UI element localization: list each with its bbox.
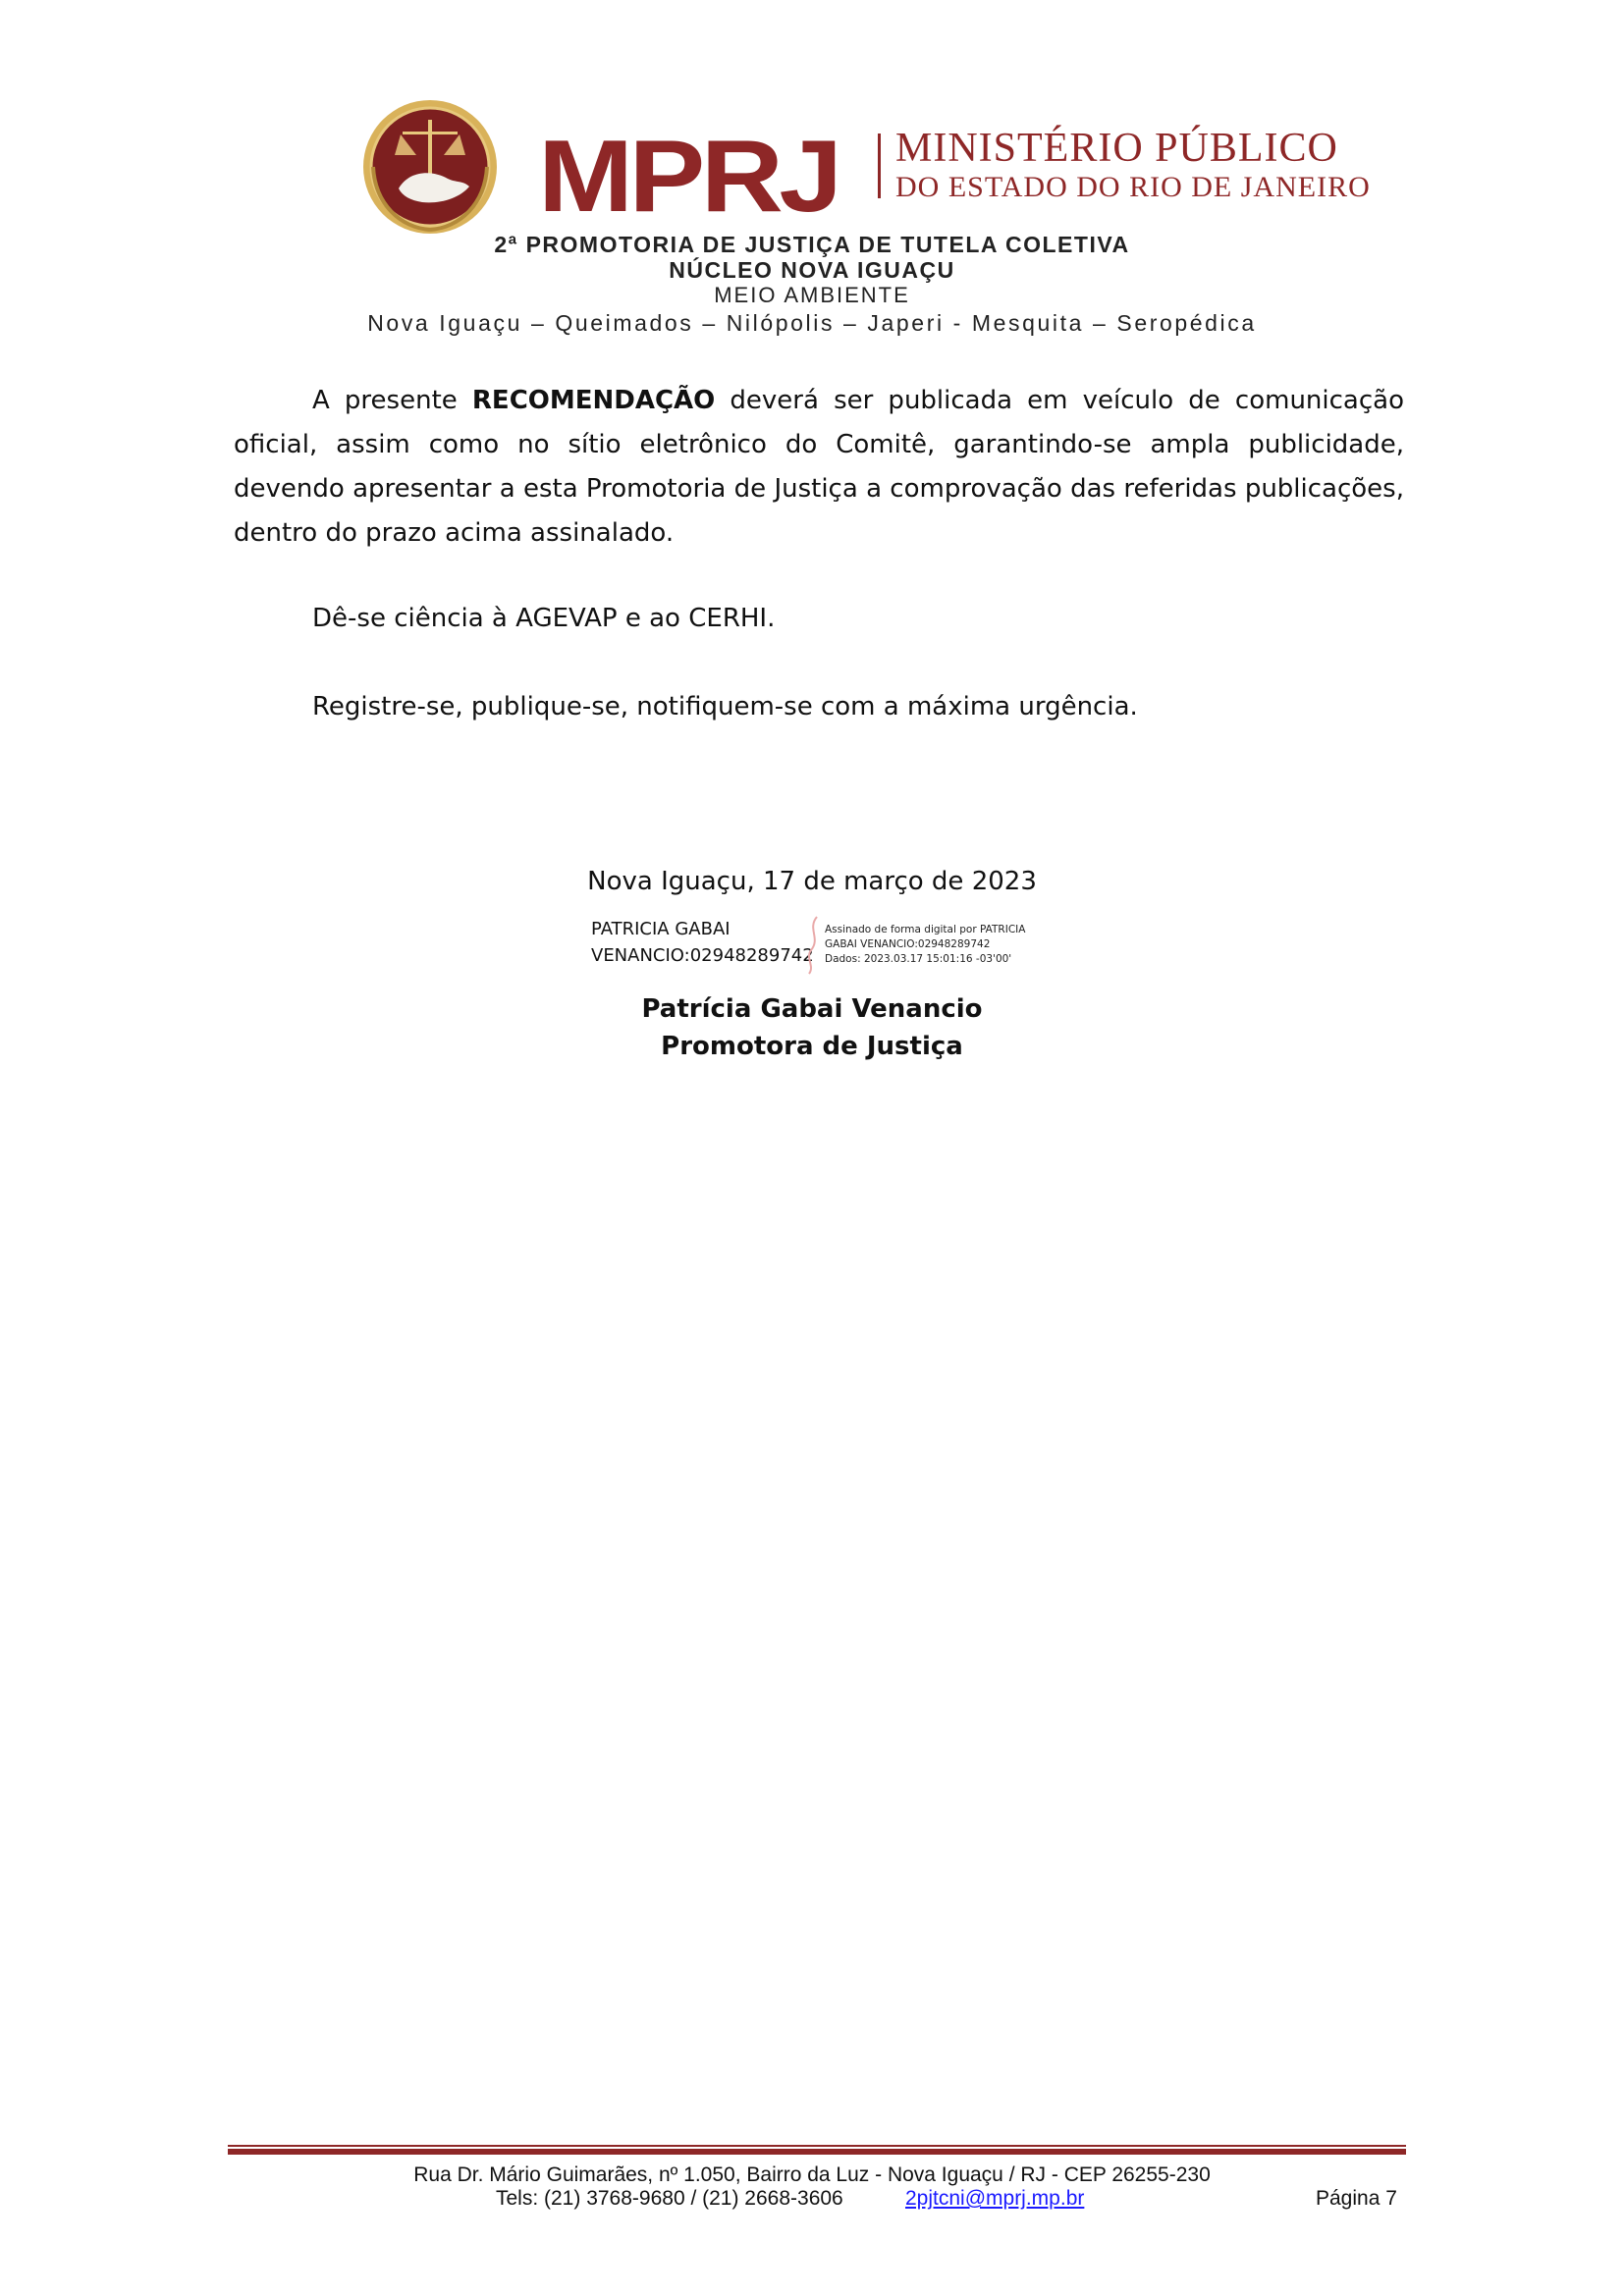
ministry-title: MINISTÉRIO PÚBLICO: [895, 126, 1338, 171]
footer-phones: Tels: (21) 3768-9680 / (21) 2668-3606: [496, 2187, 843, 2210]
office-heading: 2ª PROMOTORIA DE JUSTIÇA DE TUTELA COLETIVA: [494, 232, 1130, 257]
notice-paragraph: Dê-se ciência à AGEVAP e ao CERHI.: [312, 604, 776, 633]
recommendation-paragraph: [234, 379, 1404, 556]
footer-address: Rua Dr. Mário Guimarães, nº 1.050, Bairro da Luz - Nova Iguaçu / RJ - CEP 26255-230: [413, 2163, 1211, 2186]
area-heading: MEIO AMBIENTE: [714, 283, 910, 307]
nucleus-heading: NÚCLEO NOVA IGUAÇU: [669, 257, 955, 283]
signer-role: Promotora de Justiça: [661, 1032, 963, 1061]
page-number: Página 7: [1316, 2187, 1397, 2210]
footer-email-link[interactable]: 2pjtcni@mprj.mp.br: [905, 2187, 1085, 2210]
para1-rest: deverá ser publicada em veículo de comunicação oficial, assim como no sítio eletrônico do Comitê, garantindo-se ampla publicidade, devendo apresentar a esta Promotoria de Justiça a comprovação das referidas publicações, dentro do prazo acima assinalado.: [234, 386, 1404, 548]
digital-signature-info-line2: GABAI VENANCIO:02948289742: [825, 938, 991, 950]
mprj-wordmark: MPRJ: [538, 120, 839, 234]
cities-heading: Nova Iguaçu – Queimados – Nilópolis – Japeri - Mesquita – Seropédica: [367, 310, 1257, 336]
register-paragraph: Registre-se, publique-se, notifiquem-se com a máxima urgência.: [312, 692, 1138, 721]
digital-signature-name-line1: PATRICIA GABAI: [591, 919, 731, 939]
signer-name: Patrícia Gabai Venancio: [641, 994, 983, 1024]
digital-signature-info-line3: Dados: 2023.03.17 15:01:16 -03'00': [825, 953, 1012, 965]
ministry-subtitle: DO ESTADO DO RIO DE JANEIRO: [895, 171, 1371, 203]
footer-divider: [228, 2145, 1406, 2157]
digital-signature-name-line2: VENANCIO:02948289742: [591, 945, 814, 966]
logo-divider: [878, 133, 881, 198]
digital-signature-mark-icon: [803, 915, 825, 976]
mprj-seal-logo: [361, 98, 499, 236]
para1-lead: A presente: [312, 386, 472, 415]
digital-signature-info-line1: Assinado de forma digital por PATRICIA: [825, 924, 1026, 935]
place-date: Nova Iguaçu, 17 de março de 2023: [587, 867, 1037, 896]
recommendation-term: RECOMENDAÇÃO: [471, 386, 716, 415]
